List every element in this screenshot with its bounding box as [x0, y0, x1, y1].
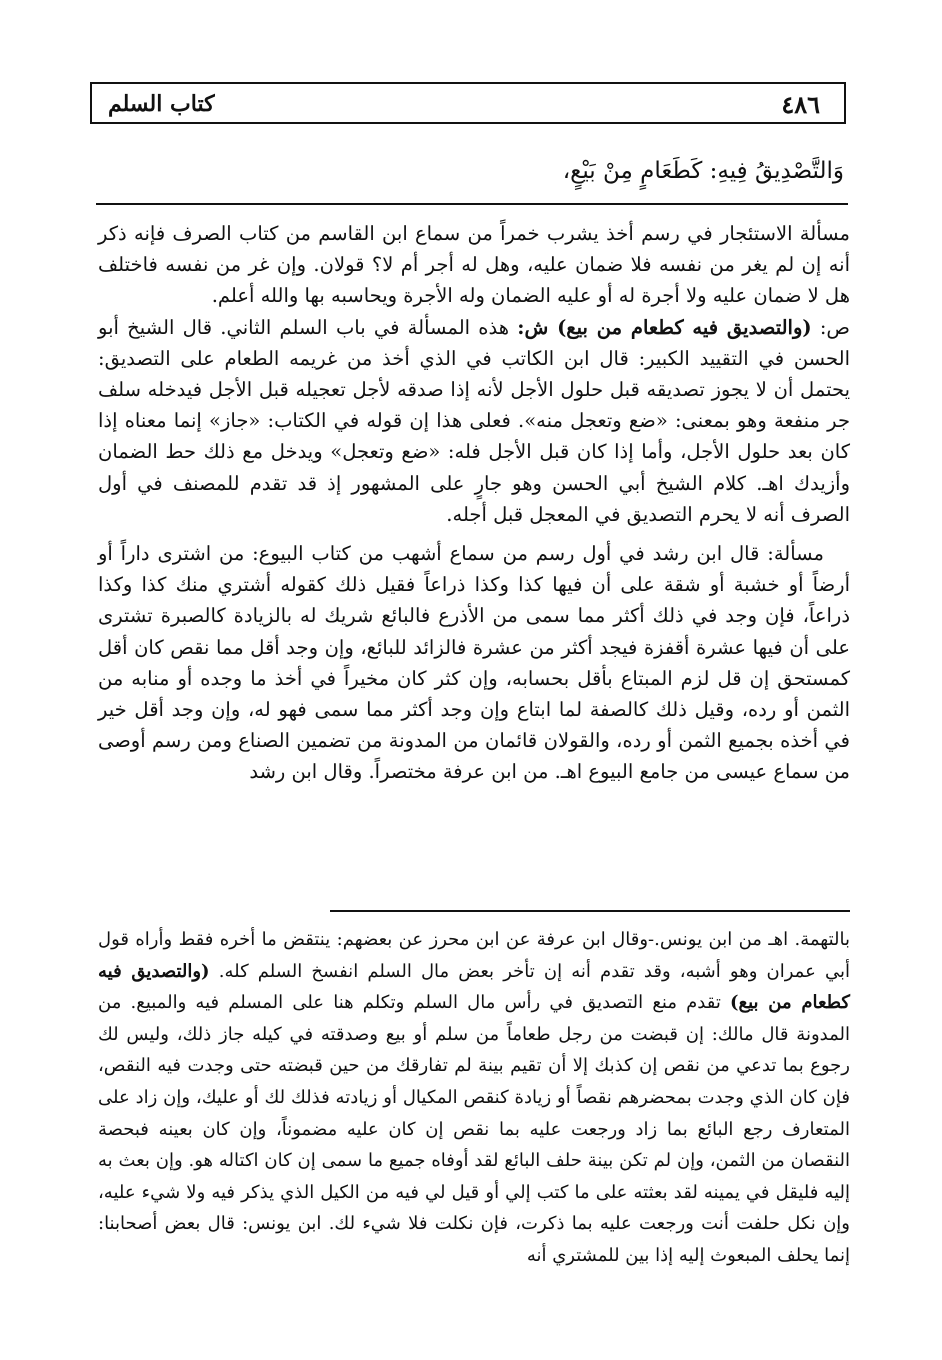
body-paragraph-2	[98, 312, 850, 530]
footnote-quoted-matn: (والتصديق فيه كطعام من بيع)	[98, 960, 850, 1014]
footnote-divider	[330, 910, 850, 912]
book-title: كتاب السلم	[108, 91, 215, 117]
footnote-body	[98, 924, 850, 1272]
matn-divider	[96, 203, 848, 205]
body-paragraph-1: مسألة الاستئجار في رسم أخذ يشرب خمراً من سماع ابن القاسم من كتاب الصرف فإنه ذكر أنه إن لم يغر من نفسه فلا ضمان عليه، وهل له أجر أم لا؟ قولان. وإن غر من نفسه فاختلف هل لا ضمان عليه ولا أجرة له أو عليه الضمان وله الأجرة ويحاسبه بها والله أعلم.	[98, 222, 850, 308]
sad-marker: ص:	[819, 315, 850, 339]
footnote-part-2: تقدم منع التصديق في رأس مال السلم وتكلم هنا على المسلم فيه والمبيع. من المدونة قال مالك: إن قبضت من رجل طعاماً من سلم أو بيع وصدقته في كيله جاز ذلك، وليس لك رجوع بما تدعي من نقص إن كذبك إلا أن تقيم بينة لم تفارقك من حين قبضته حتى وجدت فيه النقص، فإن كان الذي وجدت بمحضرهم نقصاً أو زيادة كنقص المكيال أو زيادته فذلك لك أو عليك، وإن زاد على المتعارف رجع البائع بما زاد ورجعت عليه بما نقص إن كان عليه مضموناً، وإن كان بعينه فبحصة النقصان من الثمن، وإن لم تكن بينة حلف البائع لقد أوفاه جميع ما سمى إن كان اكتاله هو. وإن بعث به إليه فليقل في يمينه لقد بعثته على ما كتب إلي أو قيل لي فيه من الكيل الذي يذكر فيه ولا شيء عليه، وإن نكل حلفت أنت ورجعت عليه بما ذكرت، فإن نكلت فلا شيء لك. ابن يونس: قال بعض أصحابنا: إنما يحلف المبعوث إليه إذا بين للمشتري أنه	[98, 992, 850, 1266]
body-paragraph-3: مسألة: قال ابن رشد في أول رسم من سماع أشهب من كتاب البيوع: من اشترى داراً أو أرضاً أو خشبة أو شقة على أن فيها كذا وكذا ذراعاً فقيل ذلك كقوله أشتري منك كذا وكذا ذراعاً، فإن وجد في ذلك أكثر مما سمى من الأذرع فالبائع شريك له بالزيادة كالصبرة تشترى على أن فيها عشرة أقفزة فيجد أكثر من عشرة فالزائد للبائع، وإن وجد أقل مما نقص كان أقل كمستحق إن قل لزم المبتاع بأقل بحسابه، وإن كثر كان مخيراً في أخذ ما وجده أو منابه من الثمن أو رده، وقيل ذلك كالصفة لما ابتاع وإن وجد أكثر مما سمى فهو له، وإن وجد أقل خير في أخذه بجميع الثمن أو رده، والقولان قائمان من المدونة من تضمين الصناع ومن رسم أوصى من سماع عيسى من جامع البيوع اهـ. من ابن عرفة مختصراً. وقال ابن رشد	[98, 542, 850, 784]
body-paragraph-2-text: هذه المسألة في باب السلم الثاني. قال الشيخ أبو الحسن في التقييد الكبير: قال ابن الكاتب في الذي أخذ من غريمه الطعام على التصديق: يحتمل أن لا يجوز تصديقه قبل حلول الأجل لأنه إذا صدقه لأجل تعجيله قبل الأجل فيدخله سلف جر منفعة وهو بمعنى: «ضع وتعجل منه». فعلى هذا إن قوله في الكتاب: «جاز» إنما معناه إذا كان بعد حلول الأجل، وأما إذا كان قبل الأجل فله: «ضع وتعجل» ويدخل مع ذلك حط الضمان وأزيدك اهـ. كلام الشيخ أبي الحسن وهو جارٍ على المشهور إذ قد تقدم للمصنف في أول الصرف أنه لا يحرم التصديق في المعجل قبل أجله.	[98, 315, 850, 526]
running-header	[90, 82, 846, 124]
quoted-matn: (والتصديق فيه كطعام من بيع) ش:	[517, 315, 812, 339]
matn-line: وَالتَّصْدِيقُ فِيهِ: كَطَعَامٍ مِنْ بَيْعٍ،	[562, 158, 844, 184]
footnote-part-1: بالتهمة. اهـ من ابن يونس.-وقال ابن عرفة عن ابن محرز عن بعضهم: ينتقض ما أخره فقط وأراه قول أبي عمران وهو أشبه، وقد تقدم أنه إن تأخر بعض مال السلم انفسخ السلم كله.	[98, 929, 850, 982]
footnote-paragraph	[98, 924, 850, 1272]
page-number: ٤٨٦	[781, 90, 820, 119]
commentary-body	[98, 218, 850, 788]
